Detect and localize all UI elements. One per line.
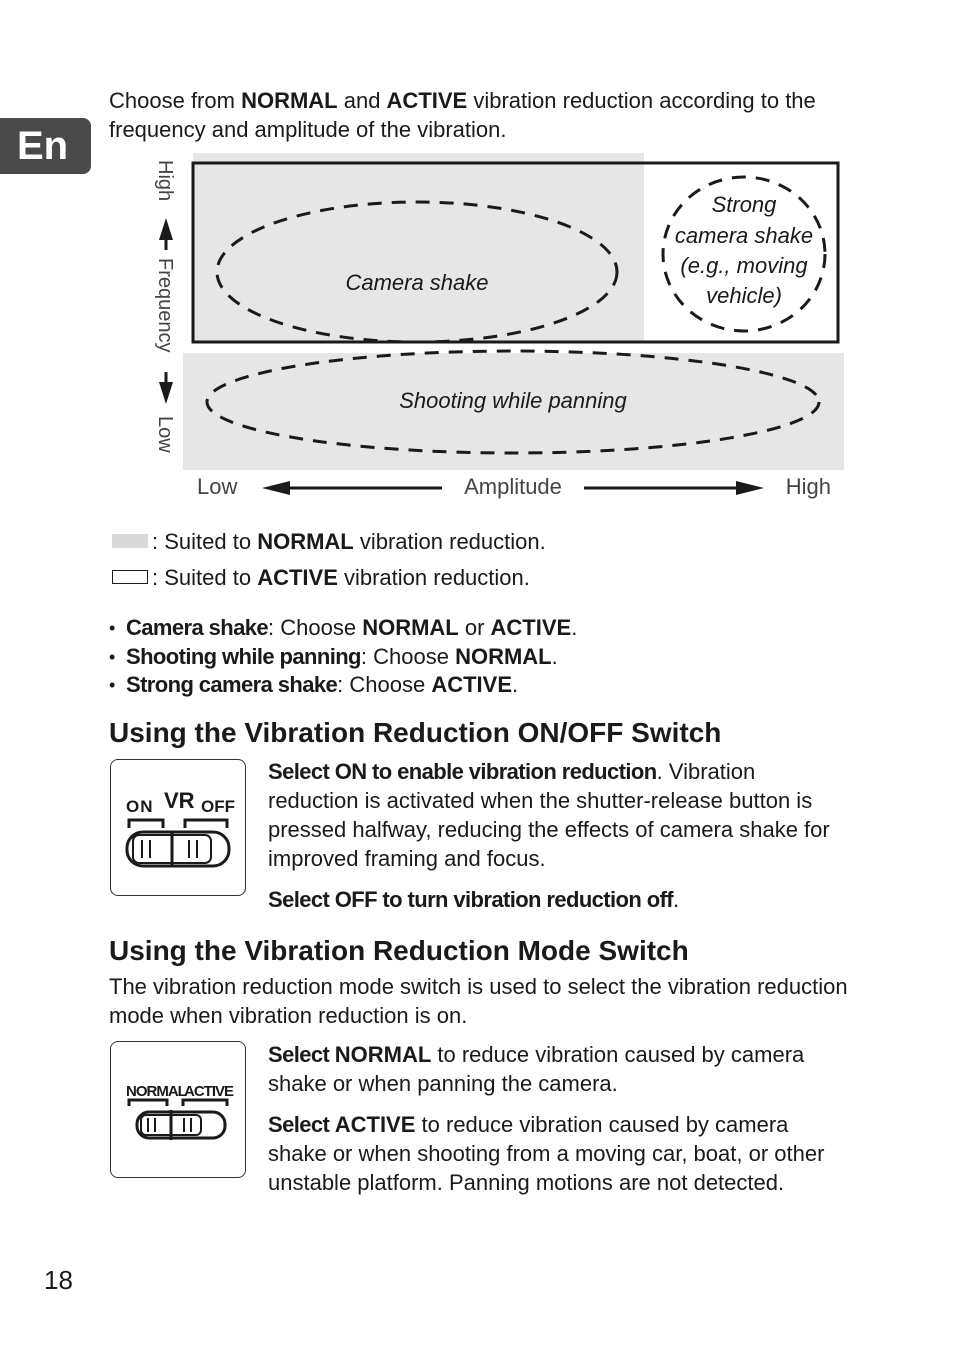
language-tab-label: En [16,123,69,168]
select-normal-bold: NORMAL [334,1042,432,1067]
select-active-text: to reduce vibration caused by camera shake or when shooting from a moving car, boat, or other unstable platform. Panning motions are not detected. [268,1112,825,1195]
select-active-bold: ACTIVE [334,1112,416,1137]
bullet-text: . [571,615,578,640]
y-axis-label: Frequency [154,258,176,353]
select-on-bold: Select ON to enable vibration reduction [268,759,657,784]
select-normal-paragraph [268,1040,848,1098]
select-off-paragraph [268,885,848,914]
strong-shake-line: (e.g., moving [680,253,808,278]
switch-label-normal: NORMAL [126,1083,186,1100]
switch-bracket-normal [129,1100,167,1106]
switch-bracket-on [129,820,163,828]
bullet-bold: ACTIVE [431,672,513,697]
select-on-paragraph [268,757,848,873]
legend-active-text-2: vibration reduction. [337,565,530,590]
x-arrow-left-icon [262,481,290,495]
intro-active: ACTIVE [386,88,468,113]
bullet-term: Strong camera shake [126,672,338,697]
section-heading-mode: Using the Vibration Reduction Mode Switch [109,935,689,966]
intro-text-1: Choose from [109,88,242,113]
vibration-diagram [150,150,850,510]
bullet-text: . [551,643,558,669]
switch-label-vr: VR [164,788,195,813]
bullet-text: or [458,615,491,640]
intro-normal: NORMAL [241,88,338,113]
bullet-bold: ACTIVE [490,615,572,640]
intro-paragraph [109,86,849,144]
switch-bracket-off [185,820,227,828]
strong-shake-line: camera shake [674,223,814,248]
language-tab [0,118,91,174]
bullet-term: Camera shake [126,615,269,640]
y-arrow-down-icon [159,382,173,404]
switch-label-active: ACTIVE [184,1083,234,1100]
bullet-bold: NORMAL [455,643,552,669]
select-active-select: Select [268,1112,335,1137]
x-axis-high: High [785,474,831,499]
x-axis-low: Low [197,474,238,499]
legend-normal [112,528,546,556]
vr-switch-icon [111,760,245,894]
list-item [109,643,849,672]
bullet-text: : Choose [268,615,363,640]
select-off-text: . [673,887,680,912]
select-active-paragraph [268,1110,848,1197]
section-heading-on-off: Using the Vibration Reduction ON/OFF Switch [109,717,722,748]
normal-swatch [112,534,148,548]
switch-bracket-active [183,1100,227,1106]
vr-mode-switch-illustration [110,1041,246,1178]
switch-label-on: ON [126,797,154,816]
select-normal-select: Select [268,1042,335,1067]
legend-normal-text-2: vibration reduction. [353,529,546,554]
bullet-text: . [512,672,519,697]
legend-active [112,564,530,592]
mode-switch-intro: The vibration reduction mode switch is used to select the vibration reduction mode when vibration reduction is on. [109,974,848,1028]
panning-label: Shooting while panning [399,388,627,413]
select-on-text: . Vibration reduction is activated when the shutter-release button is pressed halfway, reducing the effects of camera shake for improved framing and focus. [268,759,830,871]
mode-switch-icon [111,1042,245,1176]
y-arrow-up-icon [159,218,173,240]
strong-shake-label [675,192,813,308]
camera-shake-label: Camera shake [345,270,489,295]
x-arrow-right-icon [736,481,764,495]
x-axis-label: Amplitude [464,474,562,499]
bullet-text: : Choose [360,643,456,669]
vr-on-off-switch-illustration [110,759,246,896]
bullet-text: : Choose [337,672,432,697]
legend-active-bold: ACTIVE [257,565,338,590]
list-item [109,671,849,700]
active-swatch [112,570,148,584]
strong-shake-line: Strong [711,192,777,217]
page-number: 18 [44,1265,73,1295]
y-axis-high: High [154,160,176,202]
switch-label-off: OFF [201,797,235,816]
strong-shake-line: vehicle) [706,283,782,308]
list-item [109,614,849,643]
legend-normal-bold: NORMAL [257,529,354,554]
mode-bullet-list [109,614,849,700]
bullet-term: Shooting while panning [126,643,361,669]
intro-text-3: vibration reduction according to the frequency and amplitude of the vibration. [109,88,816,142]
bullet-bold: NORMAL [362,615,459,640]
select-normal-text: to reduce vibration caused by camera shake or when panning the camera. [268,1042,805,1096]
select-off-bold: Select OFF to turn vibration reduction off [268,887,674,912]
legend-active-text-1: : Suited to [152,565,258,590]
y-axis-low: Low [154,416,176,453]
legend-normal-text-1: : Suited to [152,529,258,554]
intro-text-2: and [337,88,387,113]
